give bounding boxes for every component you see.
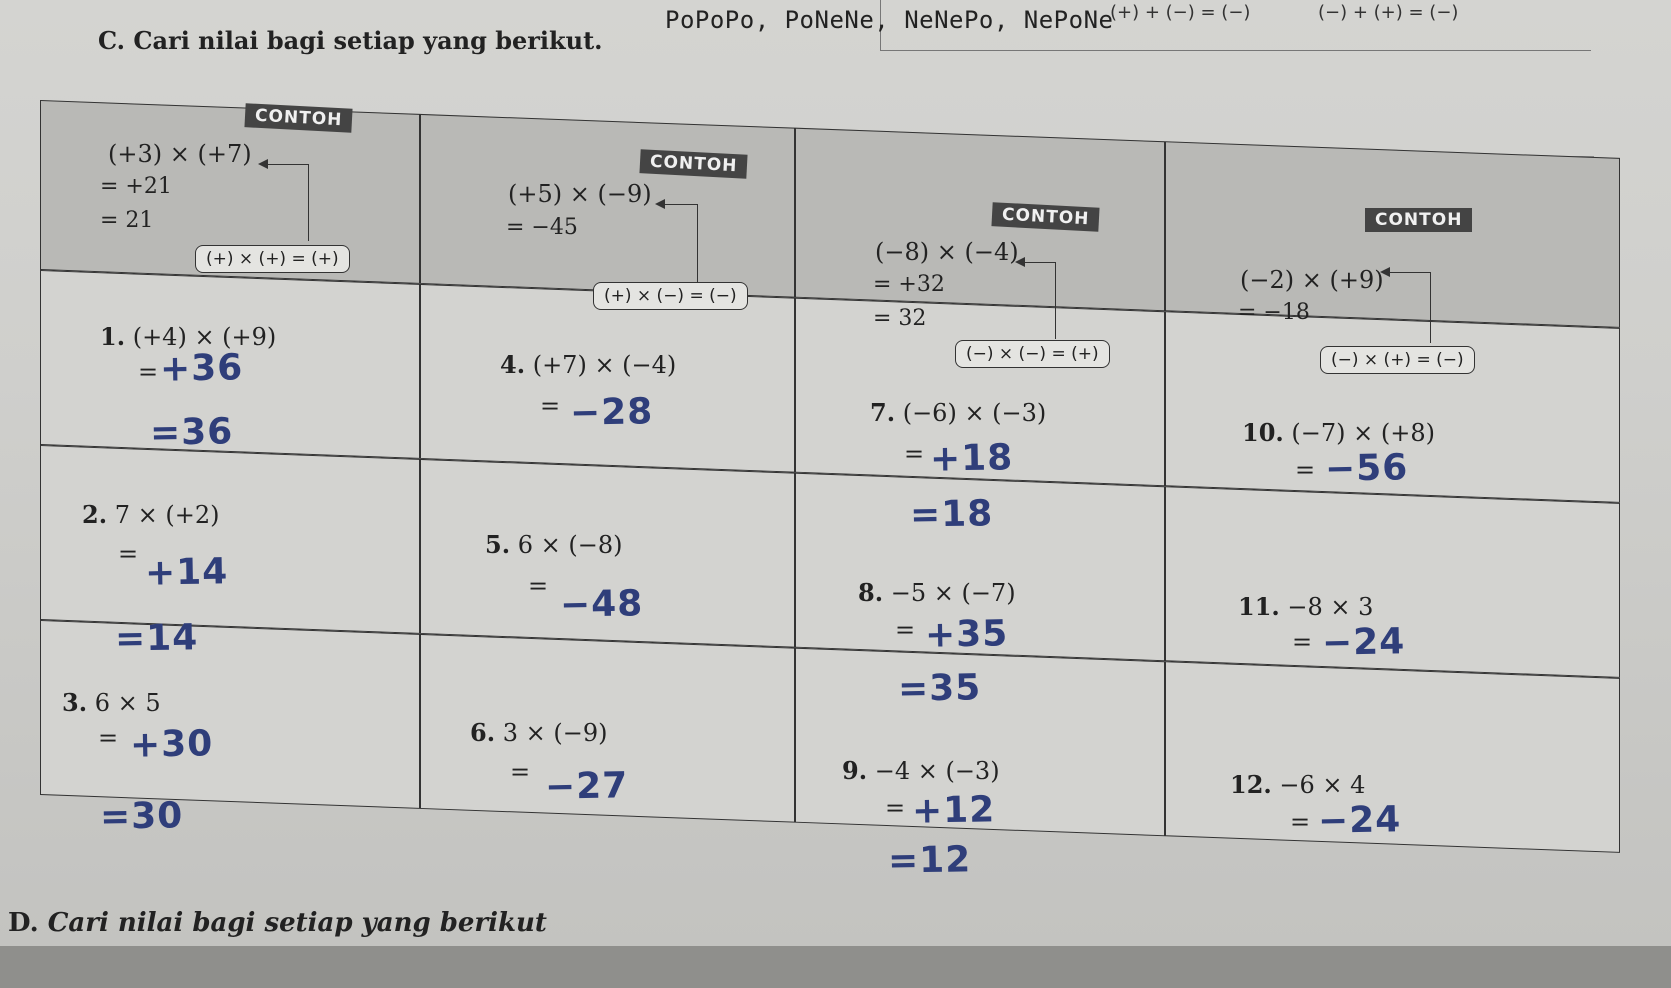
example-rule-1: (+) × (+) = (+) [195,245,350,273]
rule-top-right: (−) + (+) = (−) [1318,2,1459,23]
example-cell-3 [795,128,1165,312]
example-badge-3: CONTOH [991,202,1100,232]
question-expr: −6 × 4 [1279,771,1366,799]
example-arrow-4 [1390,272,1431,343]
answer-eq: = [540,392,561,420]
answer-12-line1: −24 [1317,799,1402,842]
answer-eq: = [528,572,549,600]
question-6 [470,718,607,747]
question-expr: 6 × 5 [94,689,161,717]
example-step1-1: = +21 [100,174,172,199]
question-10 [1242,418,1435,447]
question-expr: 3 × (−9) [502,719,608,747]
answer-8-line2: =35 [897,667,982,710]
answer-2-line1: +14 [144,551,229,594]
rule-top-left: (+) + (−) = (−) [1110,2,1251,23]
question-expr: −5 × (−7) [890,579,1016,607]
example-step2-3: = 32 [873,306,927,331]
example-rule-3: (−) × (−) = (+) [955,340,1110,368]
example-arrow-1 [268,164,309,241]
answer-10-line1: −56 [1324,447,1409,490]
question-number: 10. [1242,418,1284,447]
answer-4-line1: −28 [569,391,654,434]
answer-eq: = [895,616,916,644]
question-1 [100,322,276,351]
question-number: 3. [62,688,88,717]
answer-3-line1: +30 [129,723,214,766]
section-d-title [8,908,547,938]
question-5 [485,530,622,559]
question-expr: −8 × 3 [1287,593,1374,621]
question-number: 9. [842,756,868,785]
answer-eq: = [118,540,139,568]
example-step1-2: = −45 [506,215,578,240]
answer-8-line1: +35 [924,613,1009,656]
section-c-title: C. Cari nilai bagi setiap yang berikut. [98,26,603,55]
question-expr: (+4) × (+9) [132,323,277,351]
answer-11-line1: −24 [1321,621,1406,664]
question-number: 6. [470,718,496,747]
question-expr: (−6) × (−3) [902,399,1047,427]
answer-eq: = [885,794,906,822]
answer-3-line2: =30 [99,795,184,838]
question-number: 12. [1230,770,1272,799]
question-expr: 7 × (+2) [114,501,220,529]
answer-1-line1: +36 [159,347,244,390]
answer-7-line1: +18 [929,437,1014,480]
example-arrow-2 [665,204,698,285]
example-step2-1: = 21 [100,208,154,233]
question-expr: (+7) × (−4) [532,351,677,379]
arrow-head-icon [1380,267,1390,277]
answer-eq: = [1292,628,1313,656]
arrow-head-icon [258,159,268,169]
question-8 [858,578,1016,607]
section-d-prefix: D. [8,908,39,938]
question-number: 2. [82,500,108,529]
question-3 [62,688,161,717]
question-expr: 6 × (−8) [517,531,623,559]
answer-eq: = [98,724,119,752]
example-step1-4: = −18 [1238,300,1310,325]
question-11 [1238,592,1373,621]
question-expr: −4 × (−3) [874,757,1000,785]
sign-pattern-line: PoPoPo, PoNeNe, NeNePo, NePoNe [665,6,1114,34]
answer-5-line1: −48 [559,583,644,626]
answer-9-line2: =12 [887,839,972,882]
answer-eq: = [510,758,531,786]
question-12 [1230,770,1365,799]
example-badge-2: CONTOH [639,149,748,179]
question-4 [500,350,676,379]
question-7 [870,398,1046,427]
example-badge-1: CONTOH [244,103,353,133]
example-arrow-3 [1025,262,1056,339]
question-9 [842,756,1000,785]
section-d-text: Cari nilai bagi setiap yang berikut [47,908,547,938]
question-number: 5. [485,530,511,559]
answer-7-line2: =18 [909,493,994,536]
example-rule-2: (+) × (−) = (−) [593,282,748,310]
example-step1-3: = +32 [873,272,945,297]
answer-9-line1: +12 [911,789,996,832]
question-number: 1. [100,322,126,351]
question-number: 7. [870,398,896,427]
answer-eq: = [1295,456,1316,484]
example-rule-4: (−) × (+) = (−) [1320,346,1475,374]
example-expr-2: (+5) × (−9) [508,180,652,208]
question-number: 4. [500,350,526,379]
arrow-head-icon [1015,257,1025,267]
answer-6-line1: −27 [544,765,629,808]
answer-2-line2: =14 [114,617,199,660]
example-expr-3: (−8) × (−4) [875,238,1019,266]
question-number: 8. [858,578,884,607]
question-2 [82,500,219,529]
arrow-head-icon [655,199,665,209]
question-cell-2 [40,445,420,634]
example-badge-4: CONTOH [1365,208,1472,232]
question-expr: (−7) × (+8) [1291,419,1435,447]
example-expr-4: (−2) × (+9) [1240,266,1384,294]
question-number: 11. [1238,592,1280,621]
example-expr-1: (+3) × (+7) [108,140,252,168]
answer-eq: = [904,440,925,468]
answer-eq: = [1290,808,1311,836]
answer-eq: = [138,358,159,386]
answer-1-line2: =36 [149,411,234,454]
